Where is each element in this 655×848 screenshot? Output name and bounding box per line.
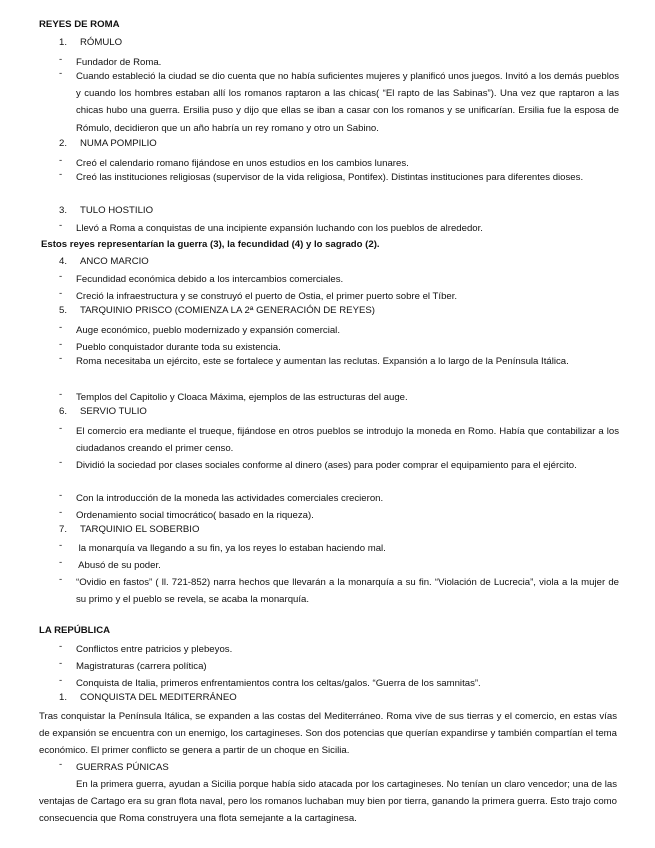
list-item-text: la monarquía va llegando a su fin, ya los reyes lo estaban haciendo mal. <box>76 543 386 554</box>
bullet-dash: - <box>59 271 63 282</box>
king-number: 2. <box>59 138 68 149</box>
king-number: 3. <box>59 205 68 216</box>
bullet-dash: - <box>59 54 63 65</box>
bullet-dash: - <box>59 389 63 400</box>
list-item-text: “Ovidio en fastos” ( ll. 721-852) narra hechos que llevarán a la monarquía a su fin. “Violación de Lucrecia”, viola a la mujer de su primo y el pueblo se revela, se acaba la monarquía. <box>76 577 619 606</box>
bullet-dash: - <box>59 288 63 299</box>
king-number: 4. <box>59 256 68 267</box>
list-item-text: Conflictos entre patricios y plebeyos. <box>76 644 233 655</box>
bullet-dash: - <box>59 675 63 686</box>
bullet-dash: - <box>59 490 63 501</box>
bullet-dash: - <box>59 423 63 434</box>
list-item-text: Magistraturas (carrera política) <box>76 661 207 672</box>
bullet-dash: - <box>59 220 63 231</box>
king-number: 7. <box>59 524 68 535</box>
list-item-text: Ordenamiento social timocrático( basado en la riqueza). <box>76 510 314 521</box>
list-item-text: Fecundidad económica debido a los intercambios comerciales. <box>76 274 344 285</box>
list-item-text: Pueblo conquistador durante toda su existencia. <box>76 342 281 353</box>
bullet-dash: - <box>59 155 63 166</box>
bullet-dash: - <box>59 557 63 568</box>
list-item-text: El comercio era mediante el trueque, fijándose en otros pueblos se introdujo la moneda en Romo. Había que contabilizar a los ciudadanos creando el primer censo. <box>76 426 619 455</box>
list-item-text: Abusó de su poder. <box>76 560 161 571</box>
list-item-text: Auge económico, pueblo modernizado y expansión comercial. <box>76 325 340 336</box>
bullet-dash: - <box>59 507 63 518</box>
section-title: LA REPÚBLICA <box>39 625 111 636</box>
bullet-dash: - <box>59 68 63 79</box>
list-item-text: Creció la infraestructura y se construyó el puerto de Ostia, el primer puerto sobre el Tíber. <box>76 291 458 302</box>
list-item-text: Creó el calendario romano fijándose en unos estudios en los cambios lunares. <box>76 158 409 169</box>
king-number: 1. <box>59 37 68 48</box>
list-item-text: Dividió la sociedad por clases sociales conforme al dinero (ases) para poder comprar el equipamiento para el ejército. <box>76 460 577 471</box>
page-title: REYES DE ROMA <box>39 19 120 30</box>
bullet-dash: - <box>59 339 63 350</box>
list-item-text: GUERRAS PÚNICAS <box>76 762 169 773</box>
list-item-text: Fundador de Roma. <box>76 57 162 68</box>
list-item-text: Roma necesitaba un ejército, este se fortalece y aumentan las reclutas. Expansión a lo largo de la Península Itálica. <box>76 356 569 367</box>
bullet-dash: - <box>59 641 63 652</box>
bullet-dash: - <box>59 759 63 770</box>
king-number: 5. <box>59 305 68 316</box>
list-item-text: Con la introducción de la moneda las actividades comerciales crecieron. <box>76 493 384 504</box>
bullet-dash: - <box>59 540 63 551</box>
bullet-dash: - <box>59 457 63 468</box>
king-name: RÓMULO <box>80 37 123 48</box>
list-item-text: Cuando estableció la ciudad se dio cuenta que no había suficientes mujeres y planificó unos juegos. Invitó a los demás pueblos y cuando los hombres estaban allí los romanos raptaron a las chicas( “El rapto de las Sabinas”). Una vez que raptaron a las chicas hubo una guerra. Ersilia puso y dijo que ellas se iban a casar con los romanos y se unificarían. Ersilia fue la esposa de Rómulo, decidieron que un año habría un rey romano y otro un Sabino. <box>76 71 619 134</box>
list-item-text: Templos del Capitolio y Cloaca Máxima, ejemplos de las estructuras del auge. <box>76 392 408 403</box>
king-name: NUMA POMPILIO <box>80 138 157 149</box>
bullet-dash: - <box>59 658 63 669</box>
subsection-number: 1. <box>59 692 68 703</box>
bullet-dash: - <box>59 169 63 180</box>
bullet-dash: - <box>59 574 63 585</box>
paragraph: En la primera guerra, ayudan a Sicilia porque había sido atacada por los cartagineses. No tenían un claro vencedor; una de las ventajas de Cartago era su gran flota naval, pero los romanos luchaban muy bien por tierra, ganando la primera guerra. Esto trajo como consecuencia que Roma construyera una flota semejante a la cartaginesa. <box>39 779 617 824</box>
king-name: SERVIO TULIO <box>80 406 147 417</box>
bullet-dash: - <box>59 322 63 333</box>
king-number: 6. <box>59 406 68 417</box>
list-item-text: Creó las instituciones religiosas (supervisor de la vida religiosa, Pontifex). Distintas instituciones para diferentes dioses. <box>76 172 584 183</box>
king-name: TARQUINIO PRISCO (COMIENZA LA 2ª GENERACIÓN DE REYES) <box>80 305 375 316</box>
list-item-text: Conquista de Italia, primeros enfrentamientos contra los celtas/galos. “Guerra de los samnitas”. <box>76 678 481 689</box>
king-name: TARQUINIO EL SOBERBIO <box>80 524 200 535</box>
subsection-name: CONQUISTA DEL MEDITERRÁNEO <box>80 692 237 703</box>
bullet-dash: - <box>59 353 63 364</box>
list-item-text: Llevó a Roma a conquistas de una incipiente expansión luchando con los pueblos de alrededor. <box>76 223 483 234</box>
paragraph: Tras conquistar la Península Itálica, se expanden a las costas del Mediterráneo. Roma vive de sus tierras y el comercio, en estas vías de expansión se encuentra con un enemigo, los cartagineses. Son dos potencias que querían expandirse y también compartían el tema económico. El primer conflicto se genera a partir de un choque en Sicilia. <box>39 711 617 756</box>
summary-note: Estos reyes representarían la guerra (3), la fecundidad (4) y lo sagrado (2). <box>41 239 380 250</box>
king-name: ANCO MARCIO <box>80 256 149 267</box>
king-name: TULO HOSTILIO <box>80 205 154 216</box>
